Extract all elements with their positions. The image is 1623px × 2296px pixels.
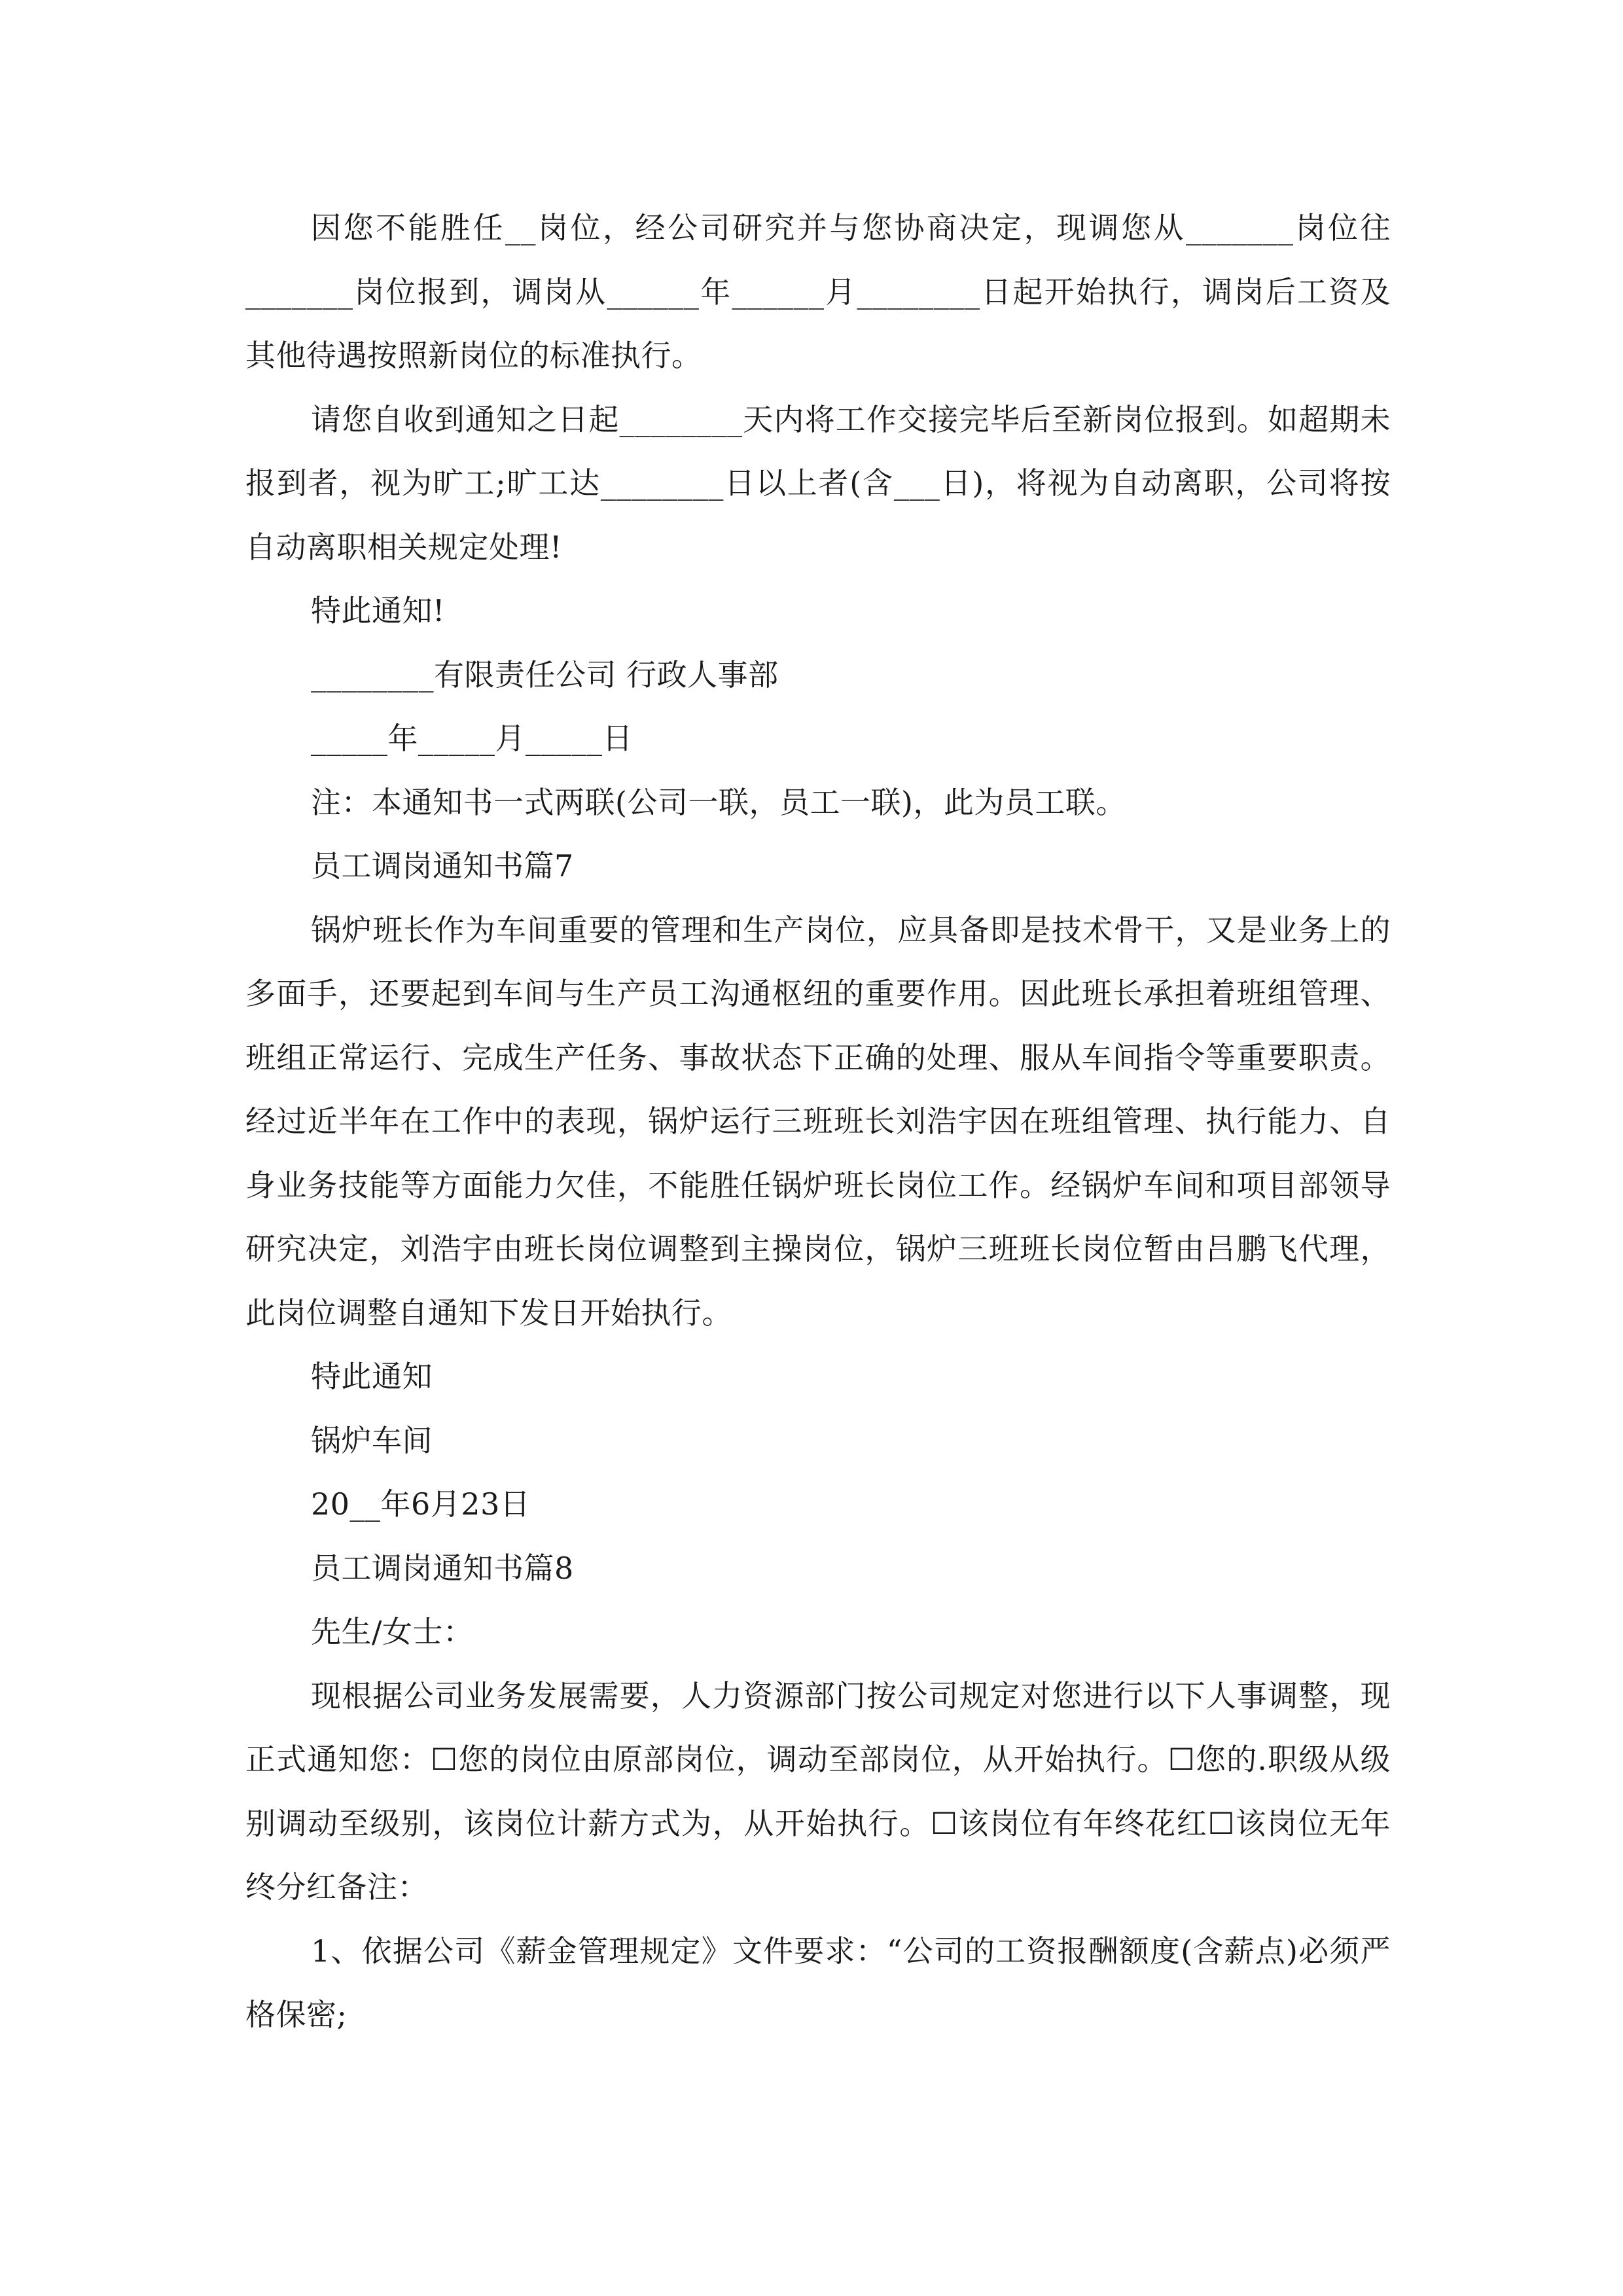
document-body bbox=[245, 196, 1391, 2047]
paragraph-transfer-notice: 因您不能胜任__岗位，经公司研究并与您协商决定，现调您从_______岗位往_______岗位报到，调岗从______年______月________日起开始执行，调岗后工资及其他待遇按照新岗位的标准执行。 bbox=[245, 210, 1391, 373]
paragraph-notice-closing: 特此通知! bbox=[311, 593, 445, 628]
paragraph-issuer: 锅炉车间 bbox=[311, 1422, 433, 1458]
paragraph-salary-confidentiality: 1、依据公司《薪金管理规定》文件要求：“公司的工资报酬额度(含薪点)必须严格保密; bbox=[245, 1933, 1391, 2032]
paragraph-report-deadline: 请您自收到通知之日起________天内将工作交接完毕后至新岗位报到。如超期未报到者，视为旷工;旷工达________日以上者(含___日)，将视为自动离职，公司将按自动离职相关规定处理! bbox=[245, 401, 1391, 565]
section-heading-7: 员工调岗通知书篇7 bbox=[311, 848, 574, 884]
paragraph-date: 20__年6月23日 bbox=[311, 1486, 531, 1522]
section-heading-8: 员工调岗通知书篇8 bbox=[311, 1550, 574, 1586]
paragraph-notice-closing-2: 特此通知 bbox=[311, 1359, 433, 1394]
paragraph-boiler-team-leader: 锅炉班长作为车间重要的管理和生产岗位，应具备即是技术骨干，又是业务上的多面手，还要起到车间与生产员工沟通枢纽的重要作用。因此班长承担着班组管理、班组正常运行、完成生产任务、事故状态下正确的处理、服从车间指令等重要职责。经过近半年在工作中的表现，锅炉运行三班班长刘浩宇因在班组管理、执行能力、自身业务技能等方面能力欠佳，不能胜任锅炉班长岗位工作。经锅炉车间和项目部领导研究决定，刘浩宇由班长岗位调整到主操岗位，锅炉三班班长岗位暂由吕鹏飞代理，此岗位调整自通知下发日开始执行。 bbox=[245, 912, 1391, 1331]
paragraph-salutation: 先生/女士： bbox=[311, 1614, 474, 1649]
paragraph-note: 注：本通知书一式两联(公司一联，员工一联)，此为员工联。 bbox=[311, 784, 1126, 820]
paragraph-adjustment-details: 现根据公司业务发展需要，人力资源部门按公司规定对您进行以下人事调整，现正式通知您：☐您的岗位由原部岗位，调动至部岗位，从开始执行。☐您的.职级从级别调动至级别，该岗位计薪方式为，从开始执行。☐该岗位有年终花红☐该岗位无年终分红备注： bbox=[245, 1677, 1391, 1905]
paragraph-company-signature: ________有限责任公司 行政人事部 bbox=[311, 656, 779, 692]
paragraph-date-blank: _____年_____月_____日 bbox=[311, 721, 633, 756]
